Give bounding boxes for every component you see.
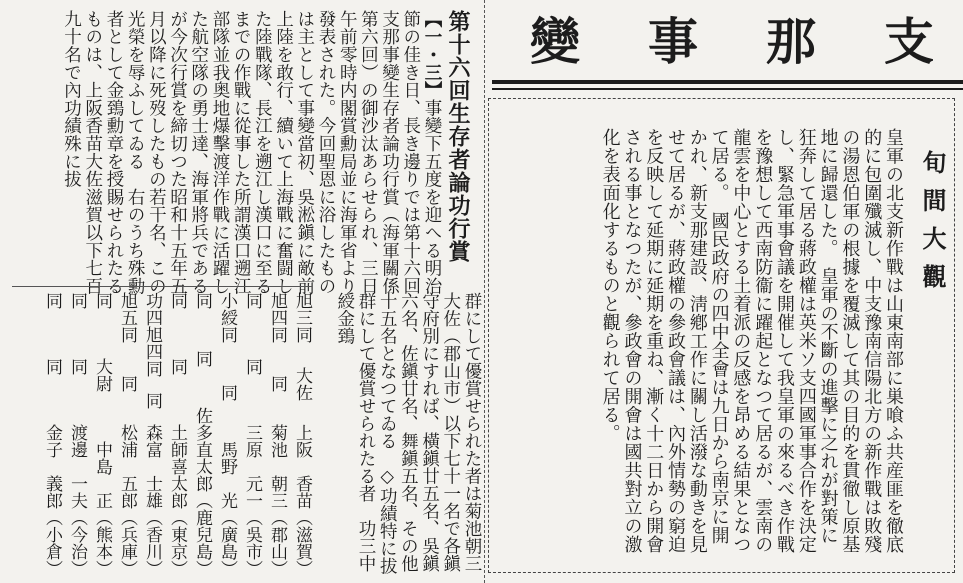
awardee-grade: 旭四同 [267,292,287,343]
awardee-rank: 同 [267,375,287,392]
masthead-char: 事 [648,12,698,71]
awardee-rank: 同 [42,358,62,375]
awardee-grade: 旭三同 [292,292,312,343]
masthead-char: 支 [884,12,934,71]
masthead [512,14,952,70]
awardee-rank: 大佐 [292,366,312,401]
awardee-name: 菊池 朝三（郡山） [267,424,287,577]
awardee-grade: 同 [192,292,212,309]
awardee-name: 三原 元一（吳市） [242,424,262,577]
list-item [64,292,89,577]
article-tag: 【一・三】 [422,10,442,99]
column-body-text: 皇軍の北支新作戰は山東南部に巣喰ふ共産匪を徹底的に包圍殲滅し、中支豫南信陽北方の新作戰は敗殘の湯恩伯軍の根據を覆滅して其の目的を貫徹し原基地に歸還した。 皇軍の不斷の進擊に之れが對策に狂奔して居る蔣政權は英米ソ支四國軍事合作を決定し、緊急軍事會議を開催して我皇軍の來るべき作戰を豫想して西南防衞に躍起となつて居るが、雲南の龍雲を中心とする土着派の反感を昂める結果となつて居る。 國民政府の四中全會は九日から南京に開かれ、新支那建設、淸鄕工作に關し活潑な動きを見せて居るが、蔣政權の參政會議は、內外情勢の窮迫を反映して延期に延期を重ね、漸く十二日から開會される事となつたが、參政會の開會は國共對立の激化を表面化するものと觀られて居る。 [599,128,904,554]
list-item [139,292,164,577]
awardee-rank: 同 [117,375,137,392]
list-item [189,292,214,577]
list-item [214,292,239,577]
awardee-grade: 同 [67,292,87,309]
list-item [264,292,289,577]
list-item [89,292,114,577]
article-continuation: 群にして優賞せられた者は菊池朝三大佐（郡山市）以下七十一名で各鎭守府別にすれば、橫鎭廿五名、吳鎭六名、佐鎭廿名、舞鎭五名、その他十五名となつてゐる ◇功績特に拔群にして優賞せられたる者 功三中綬金鵄 [334,292,482,575]
awardee-rank: 大尉 [92,358,112,392]
awardee-grade: 同 [92,292,112,309]
awardee-name: 土師喜太郎（東京） [167,424,187,577]
list-item [164,292,189,577]
awardee-grade: 旭五同 [117,292,137,343]
masthead-char: 變 [530,12,580,71]
awardee-grade: 功四旭四同 [142,292,162,377]
article-body-text: 事變下五度を迎へる明治節の佳き日、長き邊りでは第十六回支那事變生存者論功行賞（海軍關係第六回）の御沙汰あらせられ、三日午前零時内閣賞勳局並に海軍省より發表された。今回聖恩に浴したものは主として事變當初、吳淞鎭に敵前上陸を敢行、續いて上海戰に奮闘した陸戰隊、長江を遡江し漢口に至るまでの作戰に從事した所謂漢口遡江部隊並我奥地爆擊渡洋作戰に活躍した航空隊の勇士達、海軍將兵であるが今次行賞を締切つた昭和十五年五月以降に死歿したもの若干名、この光榮を辱ふしてゐる 右のうち殊勳者として金鵄勳章を授賜せられたるものは、上阪香苗大佐滋賀以下七百九十名で內功績殊に拔 [61,10,442,295]
list-item [239,292,264,577]
column-heading: 旬間大觀 [918,150,947,302]
article-body [12,10,442,310]
list-item [114,292,139,577]
awardee-name: 松浦 五郎（兵庫） [117,424,137,577]
awardee-rank: 同 [167,358,187,375]
awardee-name: 金子 義郎（小倉） [42,424,62,577]
awardee-rank: 同 [142,392,162,409]
awardee-name: 中島 正（熊本） [92,441,112,577]
page-divider [484,0,485,583]
awardee-name: 馬野 光（廣島） [217,441,237,577]
section-separator [12,286,312,287]
list-item [39,292,64,577]
awardee-name: 上阪 香苗（滋賀） [292,424,312,577]
awardee-rank: 同 [192,349,212,367]
awardee-list [8,292,314,577]
awardee-grade: 同 [42,292,62,309]
masthead-rule [492,80,963,90]
awardee-name: 森富 士雄（香川） [142,424,162,577]
masthead-char: 那 [766,12,816,71]
awardee-grade: 小綬同 [217,292,237,343]
awardee-grade: 同 [167,292,187,309]
awardee-rank: 同 [217,383,237,401]
awardee-grade: 同 [242,292,262,309]
awardee-rank: 同 [242,358,262,375]
list-item [289,292,314,577]
article-title: 第十六回生存者論功行賞 [445,10,471,263]
awardee-name: 渡邊 一夫（今治） [67,424,87,577]
awardee-name: 佐多直太郎（鹿兒島） [192,407,212,577]
awardee-rank: 同 [67,358,87,375]
